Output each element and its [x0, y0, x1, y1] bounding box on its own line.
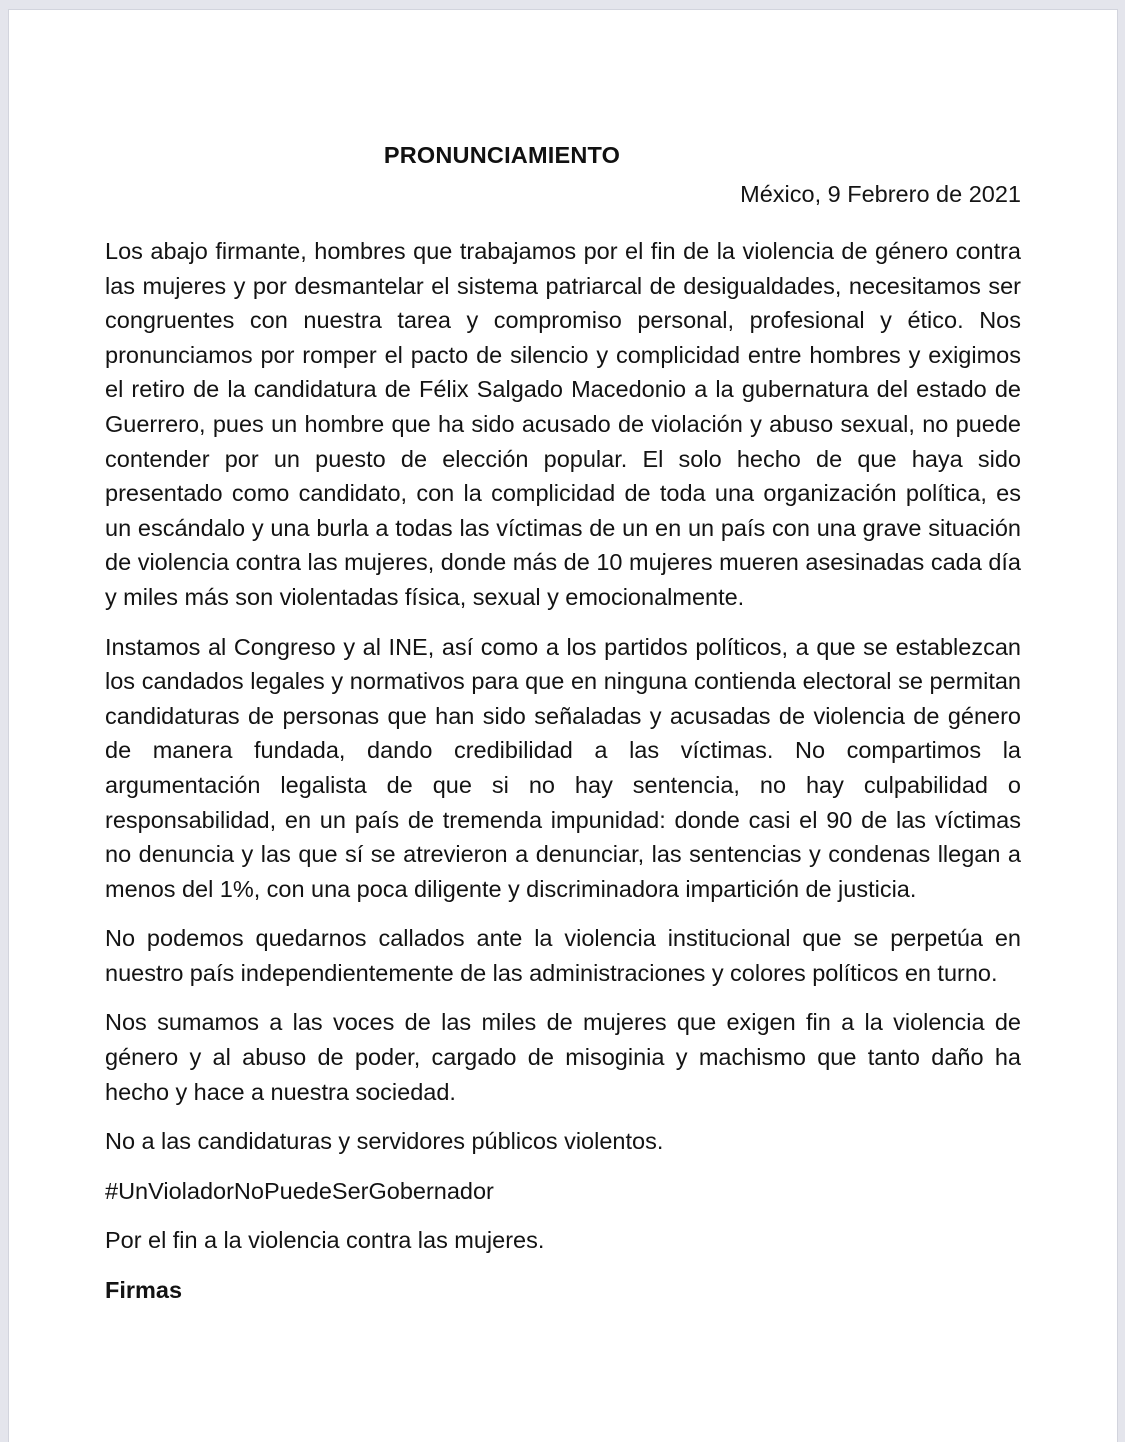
document-page: [9, 10, 1117, 1442]
document-date: México, 9 Febrero de 2021: [740, 181, 1021, 207]
page-title: PRONUNCIAMIENTO: [383, 142, 621, 168]
closing-line-por-el-fin: Por el fin a la violencia contra las mujeres.: [105, 1227, 545, 1254]
document-content: [105, 138, 1021, 1442]
paragraph-4: Nos sumamos a las voces de las miles de mujeres que exigen fin a la violencia de género y al abuso de poder, cargado de misoginia y machismo que tanto daño ha hecho y hace a nuestra sociedad.: [105, 1009, 1021, 1105]
signatures-heading: Firmas: [105, 1277, 183, 1304]
paragraph-3: No podemos quedarnos callados ante la violencia institucional que se perpetúa en nuestro país independientemente de las administraciones y colores políticos en turno.: [105, 925, 1021, 986]
paragraph-2: Instamos al Congreso y al INE, así como a los partidos políticos, a que se establezcan los candados legales y normativos para que en ninguna contienda electoral se permitan candidaturas de personas que han sido señaladas y acusadas de violencia de género de manera fundada, dando credibilidad a las víctimas. No compartimos la argumentación legalista de que si no hay sentencia, no hay culpabilidad o responsabilidad, en un país de tremenda impunidad: donde casi el 90 de las víctimas no denuncia y las que sí se atrevieron a denunciar, las sentencias y condenas llegan a menos del 1%, con una poca diligente y discriminadora impartición de justicia.: [105, 633, 1021, 902]
bottom-spacer: [105, 1308, 1021, 1442]
hashtag-line: #UnVioladorNoPuedeSerGobernador: [105, 1177, 494, 1204]
closing-line-no-candidaturas: No a las candidaturas y servidores públicos violentos.: [105, 1128, 664, 1155]
paragraph-1: Los abajo firmante, hombres que trabajamos por el fin de la violencia de género contra las mujeres y por desmantelar el sistema patriarcal de desigualdades, necesitamos ser congruentes con nuestra tarea y compromiso personal, profesional y ético. Nos pronunciamos por romper el pacto de silencio y complicidad entre hombres y exigimos el retiro de la candidatura de Félix Salgado Macedonio a la gubernatura del estado de Guerrero, pues un hombre que ha sido acusado de violación y abuso sexual, no puede contender por un puesto de elección popular. El solo hecho de que haya sido presentado como candidato, con la complicidad de toda una organización política, es un escándalo y una burla a todas las víctimas de un en un país con una grave situación de violencia contra las mujeres, donde más de 10 mujeres mueren asesinadas cada día y miles más son violentadas física, sexual y emocionalmente.: [105, 238, 1021, 610]
